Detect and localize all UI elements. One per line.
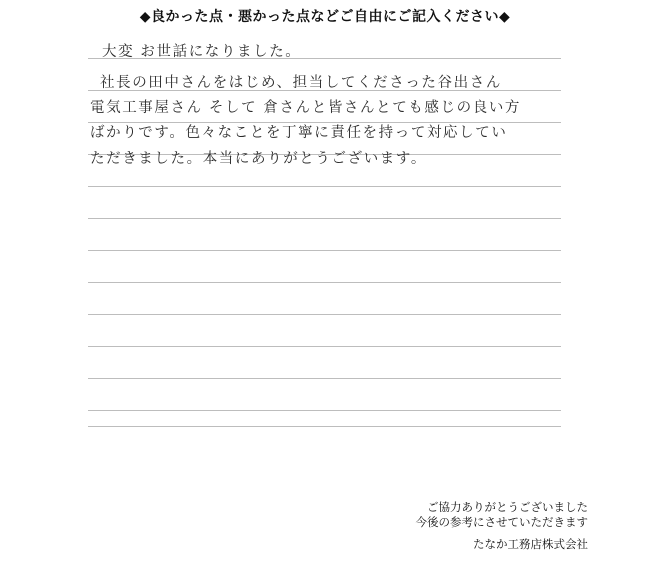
ruled-line (88, 410, 561, 411)
ruled-line (88, 378, 561, 379)
handwritten-line: ばかりです。色々なことを丁寧に責任を持って対応してい (90, 125, 508, 141)
handwritten-line: ただきました。本当にありがとうございます。 (90, 151, 427, 167)
handwritten-line: 電気工事屋さん そして 倉さんと皆さんとても感じの良い方 (90, 100, 522, 116)
footer-thanks (416, 500, 589, 552)
ruled-line (88, 346, 561, 347)
ruled-line (88, 250, 561, 251)
ruled-line (88, 426, 561, 427)
handwritten-line: 大変 お世話になりました。 (102, 44, 302, 60)
ruled-line (88, 186, 561, 187)
ruled-line (88, 282, 561, 283)
company-name: たなか工務店株式会社 (473, 537, 588, 551)
thanks-message: ご協力ありがとうございました (427, 500, 588, 514)
handwritten-line: 社長の田中さんをはじめ、担当してくださった谷出さん (100, 75, 502, 91)
ruled-line (88, 314, 561, 315)
reference-message: 今後の参考にさせていただきます (415, 515, 588, 529)
ruled-writing-area (88, 36, 561, 436)
form-header: ◆良かった点・悪かった点などご自由にご記入ください◆ (139, 9, 511, 25)
ruled-line (88, 218, 561, 219)
